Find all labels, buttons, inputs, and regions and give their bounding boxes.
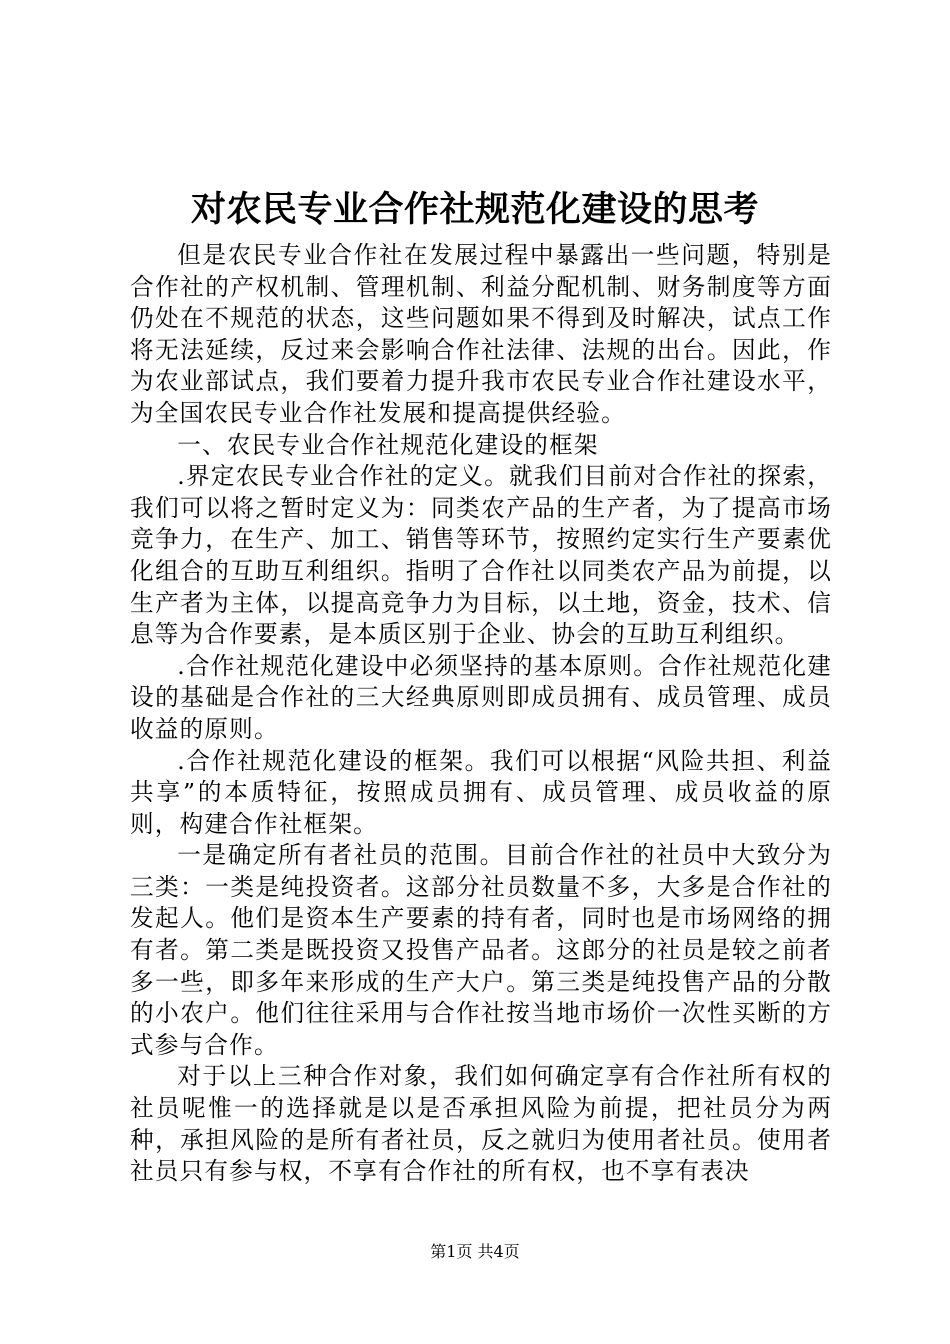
paragraph: 对于以上三种合作对象，我们如何确定享有合作社所有权的社员呢惟一的选择就是以是否承担风险为前提，把社员分为两种，承担风险的是所有者社员，反之就归为使用者社员。使用者社员只有参与权，不享有合作社的所有权，也不享有表决	[130, 1062, 832, 1186]
paragraph: .合作社规范化建设的框架。我们可以根据“风险共担、利益共享”的本质特征，按照成员拥有、成员管理、成员收益的原则，构建合作社框架。	[130, 746, 832, 838]
paragraph: .界定农民专业合作社的定义。就我们目前对合作社的探索，我们可以将之暂时定义为：同类农产品的生产者，为了提高市场竞争力，在生产、加工、销售等环节，按照约定实行生产要素优化组合的互助互利组织。指明了合作社以同类农产品为前提，以生产者为主体，以提高竞争力为目标，以土地，资金，技术、信息等为合作要素，是本质区别于企业、协会的互助互利组织。	[130, 462, 832, 649]
document-title: 对农民专业合作社规范化建设的思考	[190, 190, 759, 230]
document-body	[130, 240, 832, 1188]
paragraph: 一是确定所有者社员的范围。目前合作社的社员中大致分为三类：一类是纯投资者。这部分社员数量不多，大多是合作社的发起人。他们是资本生产要素的持有者，同时也是市场网络的拥有者。第二类是既投资又投售产品者。这郎分的社员是较之前者多一些，即多年来形成的生产大户。第三类是纯投售产品的分散的小农户。他们往往采用与合作社按当地市场价一次性买断的方式参与合作。	[130, 841, 832, 1059]
paragraph: 但是农民专业合作社在发展过程中暴露出一些问题，特别是合作社的产权机制、管理机制、利益分配机制、财务制度等方面仍处在不规范的状态，这些问题如果不得到及时解决，试点工作将无法延续，反过来会影响合作社法律、法规的出台。因此，作为农业部试点，我们要着力提升我市农民专业合作社建设水平，为全国农民专业合作社发展和提高提供经验。	[130, 241, 832, 427]
page-number-footer: 第1页 共4页	[430, 1242, 520, 1261]
section-heading: 一、农民专业合作社规范化建设的框架	[177, 430, 599, 459]
paragraph: .合作社规范化建设中必须坚持的基本原则。合作社规范化建设的基础是合作社的三大经典原则即成员拥有、成员管理、成员收益的原则。	[130, 651, 832, 743]
